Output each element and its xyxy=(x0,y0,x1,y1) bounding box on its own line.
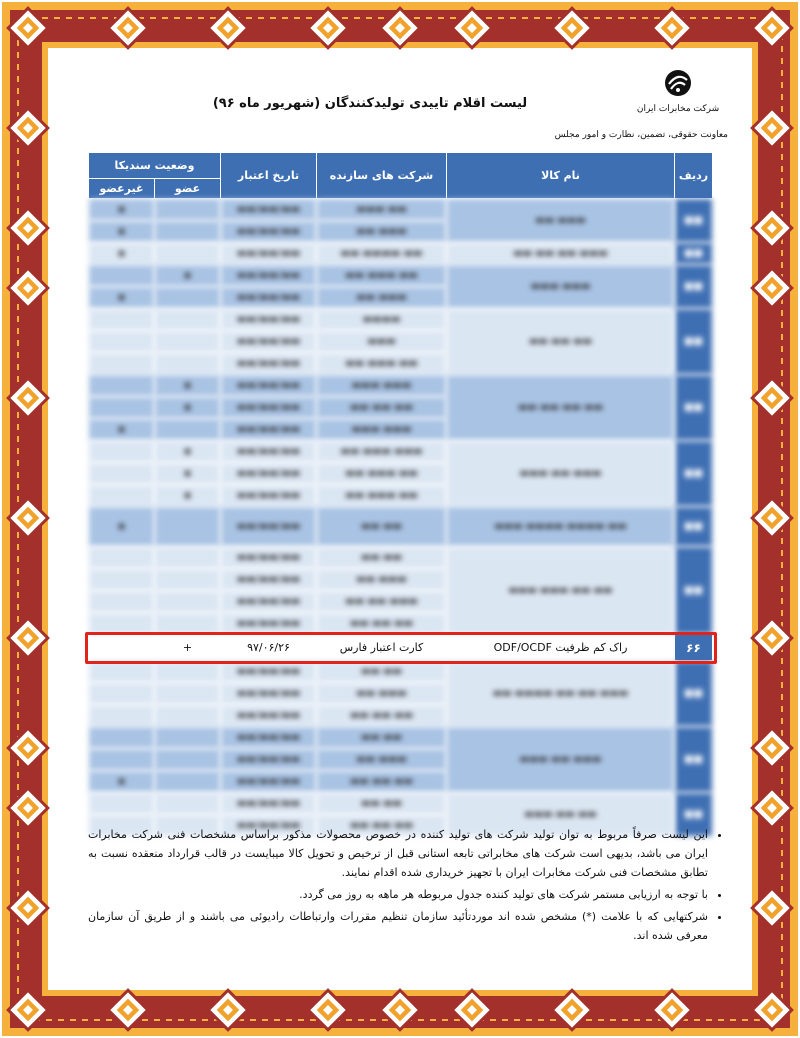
blurred-cell xyxy=(89,441,155,463)
blurred-cell: ▬▬/▬▬/▬▬ xyxy=(221,749,317,771)
blurred-cell: ▬▬ ▬▬▬ ▬▬ xyxy=(317,353,447,375)
blurred-cell: ▬▬ ▬▬ ▬▬▬ xyxy=(447,793,675,837)
blurred-cell: ▪ xyxy=(155,397,221,419)
blurred-cell: ▬▬/▬▬/▬▬ xyxy=(221,547,317,569)
header-union-status: وضعیت سندیکا xyxy=(89,153,221,179)
blurred-cell: ▪ xyxy=(155,441,221,463)
blurred-cell: ▬▬ ▬▬ xyxy=(317,547,447,569)
blurred-cell xyxy=(89,661,155,683)
blurred-cell: ▬▬▬ ▬▬ xyxy=(447,199,675,243)
blurred-cell: ▬▬/▬▬/▬▬ xyxy=(221,727,317,749)
blurred-cell xyxy=(89,793,155,815)
blurred-cell: ▬▬ ▬▬ ▬▬ xyxy=(317,397,447,419)
blurred-cell: ▬▬/▬▬/▬▬ xyxy=(221,793,317,815)
blurred-cell xyxy=(155,547,221,569)
blurred-cell xyxy=(89,613,155,635)
header-validity: تاریخ اعتبار xyxy=(221,153,317,199)
blurred-cell: ▪ xyxy=(89,507,155,547)
blurred-cell: ▬▬/▬▬/▬▬ xyxy=(221,331,317,353)
blurred-rows xyxy=(89,199,713,635)
company-logo-icon xyxy=(663,68,693,98)
blurred-cell: ▬▬▬ ▬▬ ▬▬▬ xyxy=(447,727,675,793)
blurred-cell: ▬▬ ▬▬ ▬▬ xyxy=(317,771,447,793)
header-member: عضو xyxy=(155,179,221,199)
highlight-maker: کارت اعتبار فارس xyxy=(317,635,447,661)
blurred-cell xyxy=(155,199,221,221)
highlight-member: + xyxy=(155,635,221,661)
blurred-cell xyxy=(89,331,155,353)
note-item: • این لیست صرفاً مربوط به توان تولید شرکت های تولید کننده در خصوص محصولات مذکور براساس مشخصات فنی شرکت مخابرات ایران می باشد، بدیهی است شرکت های مخابراتی تابعه استانی قبل از ترخیص و تحویل کالا میبایست در قالب قرارداد منعقده نسبت به تطابق مشخصات فنی شرکت مخابرات ایران با تجهیز خریداری شده اقدام نمایند. xyxy=(88,825,708,882)
blurred-cell: ▬▬ ▬▬ xyxy=(317,793,447,815)
blurred-cell: ▬▬ ▬▬ ▬▬▬ ▬▬▬ xyxy=(447,547,675,635)
blurred-cell xyxy=(155,221,221,243)
blurred-cell: ▬▬/▬▬/▬▬ xyxy=(221,375,317,397)
blurred-cell: ▬▬ ▬▬▬ ▬▬ xyxy=(317,265,447,287)
blurred-cell: ▬▬▬ xyxy=(317,331,447,353)
header-non-member: غیرعضو xyxy=(89,179,155,199)
blurred-cell: ▬▬/▬▬/▬▬ xyxy=(221,771,317,793)
blurred-cell: ▬▬/▬▬/▬▬ xyxy=(221,419,317,441)
blurred-cell: ■■ xyxy=(675,661,713,727)
blurred-cell: ▬▬/▬▬/▬▬ xyxy=(221,199,317,221)
blurred-cell xyxy=(155,287,221,309)
highlight-item-name: راک کم ظرفیت ODF/OCDF xyxy=(447,635,675,661)
logo-subtitle: معاونت حقوقی، تضمین، نظارت و امور مجلس xyxy=(554,130,728,140)
blurred-cell xyxy=(155,507,221,547)
blurred-cell: ▬▬▬ ▬▬ ▬▬▬ xyxy=(447,441,675,507)
blurred-cell: ▪ xyxy=(89,771,155,793)
blurred-cell xyxy=(155,331,221,353)
highlighted-row xyxy=(89,635,713,661)
blurred-cell xyxy=(155,705,221,727)
blurred-cell: ■■ xyxy=(675,309,713,375)
header-item-name: نام کالا xyxy=(447,153,675,199)
blurred-cell: ▬▬/▬▬/▬▬ xyxy=(221,441,317,463)
blurred-cell: ■■ xyxy=(675,265,713,309)
blurred-cell xyxy=(155,419,221,441)
blurred-cell: ▪ xyxy=(155,265,221,287)
blurred-cell: ▬▬▬ ▬▬ xyxy=(317,683,447,705)
blurred-cell: ▬▬ ▬▬ xyxy=(317,727,447,749)
blurred-cell: ▬▬/▬▬/▬▬ xyxy=(221,613,317,635)
highlight-non-member xyxy=(89,635,155,661)
blurred-cell xyxy=(89,683,155,705)
blurred-cell: ▬▬/▬▬/▬▬ xyxy=(221,507,317,547)
blurred-cell: ▬▬ ▬▬ xyxy=(317,507,447,547)
blurred-cell: ▪ xyxy=(89,287,155,309)
blurred-cell: ▬▬▬ ▬▬▬ xyxy=(317,419,447,441)
blurred-cell: ■■ xyxy=(675,507,713,547)
blurred-cell xyxy=(89,353,155,375)
blurred-cell xyxy=(155,727,221,749)
blurred-cell: ▬▬▬ ▬▬ xyxy=(317,749,447,771)
blurred-cell: ▪ xyxy=(89,221,155,243)
blurred-cell xyxy=(89,265,155,287)
blurred-cell: ▬▬/▬▬/▬▬ xyxy=(221,463,317,485)
blurred-cell: ▬▬ ▬▬▬ ▬▬ xyxy=(317,485,447,507)
blurred-cell: ▪ xyxy=(155,463,221,485)
blurred-cell xyxy=(155,309,221,331)
blurred-cell: ▪ xyxy=(89,419,155,441)
blurred-cell: ▬▬/▬▬/▬▬ xyxy=(221,265,317,287)
blurred-cell: ▬▬/▬▬/▬▬ xyxy=(221,591,317,613)
blurred-cell xyxy=(155,613,221,635)
blurred-cell: ■■ xyxy=(675,793,713,837)
blurred-cell xyxy=(89,591,155,613)
blurred-cell xyxy=(155,749,221,771)
blurred-cell: ▬▬▬ ▬▬▬ xyxy=(447,265,675,309)
blurred-cell: ▪ xyxy=(89,199,155,221)
blurred-cell: ▬▬ ▬▬ ▬▬ ▬▬ xyxy=(447,375,675,441)
blurred-cell: ▬▬/▬▬/▬▬ xyxy=(221,309,317,331)
blurred-cell: ▪ xyxy=(89,243,155,265)
blurred-cell: ▬▬ ▬▬ ▬▬ xyxy=(317,705,447,727)
blurred-cell xyxy=(89,547,155,569)
blurred-cell xyxy=(89,749,155,771)
blurred-cell: ▬▬ ▬▬ ▬▬ xyxy=(317,815,447,837)
blurred-cell xyxy=(89,309,155,331)
header-makers: شرکت های سازنده xyxy=(317,153,447,199)
blurred-cell: ■■ xyxy=(675,727,713,793)
blurred-cell: ▬▬/▬▬/▬▬ xyxy=(221,485,317,507)
blurred-cell: ▬▬▬ ▬▬ ▬▬ xyxy=(317,591,447,613)
note-item: • با توجه به ارزیابی مستمر شرکت های تولید کننده جدول مربوطه هر ماهه به روز می گردد. xyxy=(88,885,708,904)
blurred-cell xyxy=(155,683,221,705)
blurred-cell: ▬▬ ▬▬▬ ▬▬ xyxy=(317,463,447,485)
blurred-cell: ▪ xyxy=(155,485,221,507)
highlight-validity: ۹۷/۰۶/۲۶ xyxy=(221,635,317,661)
note-item: • شرکتهایی که با علامت (*) مشخص شده اند موردتأئید سازمان تنظیم مقررات وارتباطات رادیوئی می باشند و از طریق آن سازمان معرفی شده اند. xyxy=(88,907,708,945)
blurred-cell: ▬▬/▬▬/▬▬ xyxy=(221,397,317,419)
blurred-cell: ▬▬/▬▬/▬▬ xyxy=(221,353,317,375)
highlighted-row-group xyxy=(89,635,713,661)
blurred-cell: ▬▬/▬▬/▬▬ xyxy=(221,287,317,309)
blurred-cell: ■■ xyxy=(675,547,713,635)
blurred-cell: ▬▬ ▬▬▬▬ ▬▬ xyxy=(317,243,447,265)
blurred-cell: ▬▬▬ ▬▬▬ ▬▬ xyxy=(317,441,447,463)
notes-list xyxy=(88,825,726,948)
blurred-cell xyxy=(89,705,155,727)
blurred-cell xyxy=(155,771,221,793)
blurred-cell: ▬▬/▬▬/▬▬ xyxy=(221,683,317,705)
blurred-cell: ▬▬ ▬▬ ▬▬ xyxy=(447,309,675,375)
blurred-rows-lower xyxy=(89,661,713,837)
logo-name: شرکت مخابرات ایران xyxy=(636,104,720,114)
blurred-cell: ▬▬/▬▬/▬▬ xyxy=(221,569,317,591)
blurred-cell: ▬▬ ▬▬ xyxy=(317,661,447,683)
blurred-cell: ▬▬/▬▬/▬▬ xyxy=(221,243,317,265)
blurred-cell: ▬▬▬ ▬▬ xyxy=(317,287,447,309)
blurred-cell: ■■ xyxy=(675,441,713,507)
document-page xyxy=(60,60,740,978)
blurred-cell xyxy=(89,397,155,419)
blurred-cell xyxy=(89,727,155,749)
blurred-cell xyxy=(155,793,221,815)
blurred-cell xyxy=(89,375,155,397)
blurred-cell xyxy=(155,591,221,613)
blurred-cell: ■■ xyxy=(675,243,713,265)
blurred-cell: ▬▬/▬▬/▬▬ xyxy=(221,661,317,683)
blurred-cell xyxy=(155,243,221,265)
document-title: لیست اقلام تاییدی تولیدکنندگان (شهریور ماه ۹۶) xyxy=(212,96,528,111)
blurred-cell: ▪ xyxy=(155,375,221,397)
blurred-cell xyxy=(155,353,221,375)
blurred-cell: ▬▬ ▬▬ ▬▬ xyxy=(317,613,447,635)
header-radif: ردیف xyxy=(675,153,713,199)
blurred-cell: ■■ xyxy=(675,199,713,243)
blurred-cell: ▬▬▬ ▬▬ ▬▬ ▬▬ xyxy=(447,243,675,265)
blurred-cell: ■■ xyxy=(675,375,713,441)
blurred-cell xyxy=(89,463,155,485)
blurred-cell xyxy=(155,569,221,591)
highlight-radif: ۶۶ xyxy=(675,635,713,661)
blurred-cell: ▬▬▬▬ xyxy=(317,309,447,331)
company-logo xyxy=(554,68,728,140)
blurred-cell xyxy=(89,485,155,507)
approved-items-table xyxy=(88,152,713,837)
blurred-cell: ▬▬ ▬▬▬▬ ▬▬▬▬ ▬▬▬ xyxy=(447,507,675,547)
blurred-cell: ▬▬ ▬▬▬ xyxy=(317,199,447,221)
blurred-cell xyxy=(155,661,221,683)
blurred-cell: ▬▬▬ ▬▬▬ xyxy=(317,375,447,397)
blurred-cell: ▬▬▬ ▬▬ xyxy=(317,221,447,243)
blurred-cell xyxy=(89,569,155,591)
blurred-cell: ▬▬/▬▬/▬▬ xyxy=(221,221,317,243)
blurred-cell: ▬▬/▬▬/▬▬ xyxy=(221,705,317,727)
blurred-cell: ▬▬▬ ▬▬ xyxy=(317,569,447,591)
blurred-cell: ▬▬▬ ▬▬ ▬▬ ▬▬▬▬ ▬▬ xyxy=(447,661,675,727)
blurred-cell: ▬▬/▬▬/▬▬ xyxy=(221,815,317,837)
